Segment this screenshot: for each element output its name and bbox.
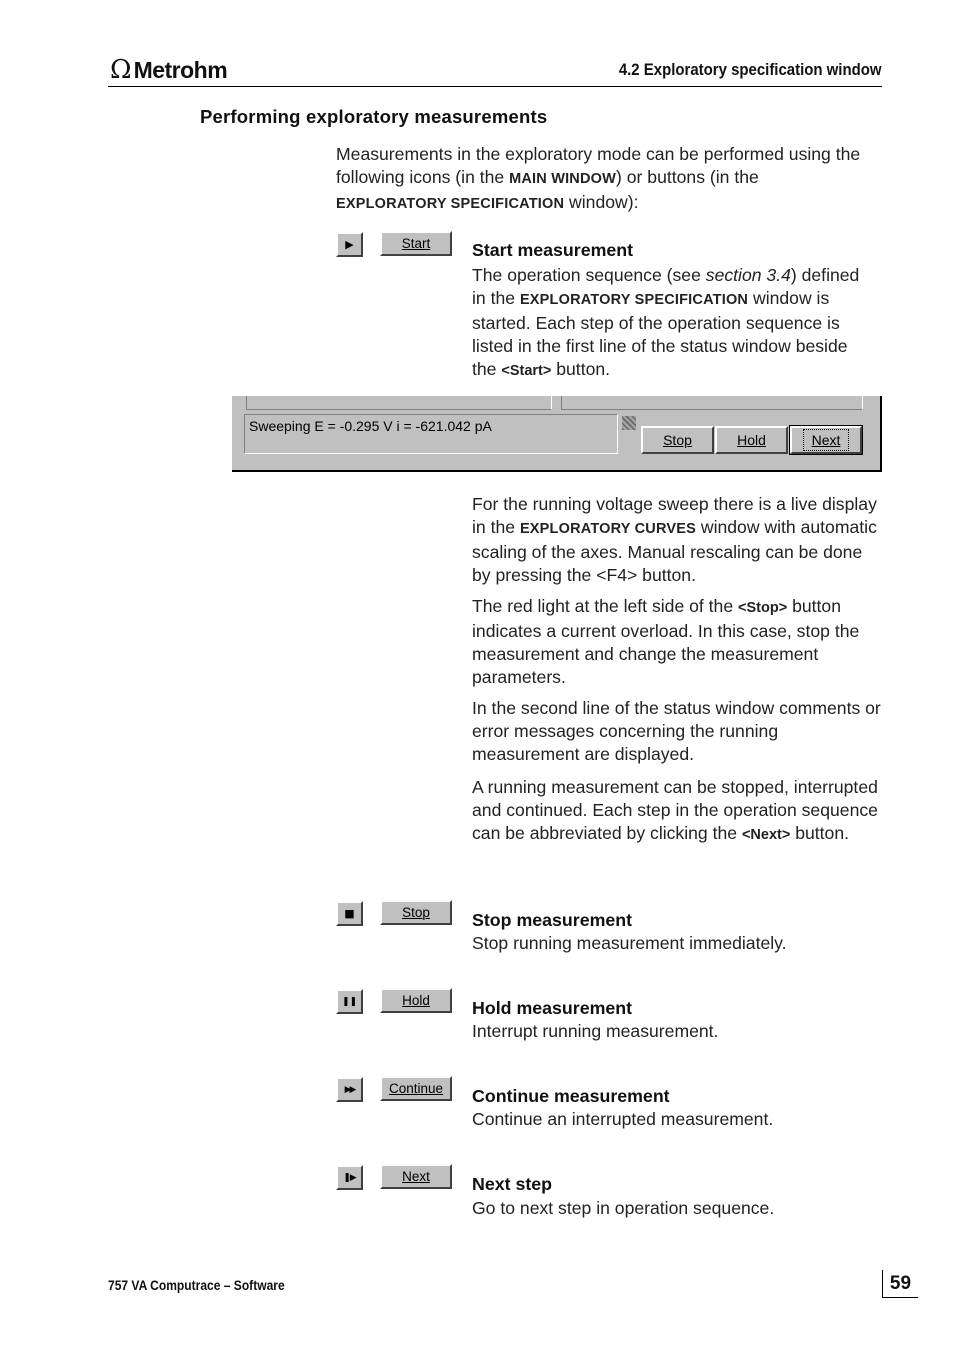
p4-text-b: button. [790,823,850,843]
status-window-screenshot [232,396,882,472]
header-rule [108,86,882,87]
intro-text-1: Measurements in the exploratory mode can be performed using the following icons (in the [336,144,861,187]
status-pane-top-left [246,396,552,410]
status-hold-button[interactable] [715,426,788,454]
status-stop-button[interactable] [641,426,714,454]
exploratory-spec-ref: EXPLORATORY SPECIFICATION [336,196,565,212]
paragraph-red-light [472,595,882,689]
footer-product-name: 757 VA Computrace – Software [108,1277,285,1293]
hold-measurement-title: Hold measurement [472,998,633,1018]
section-reference: section 3.4 [705,265,791,285]
stop-button[interactable] [380,900,452,925]
paragraph-running-measurement [472,776,882,847]
paragraph-live-display [472,493,882,587]
hold-button-label: Hold [402,993,430,1008]
next-step-title: Next step [472,1174,553,1194]
next-button[interactable] [380,1164,452,1189]
hold-measurement-desc: Interrupt running measurement. [472,1021,719,1041]
status-hold-label: Hold [737,432,766,448]
fast-forward-icon: ▶▶ [344,1084,355,1095]
p2-text-b: button indicates a current overload. In this case, stop the measurement and change the measurement parameters. [472,596,860,687]
start-button[interactable] [380,231,452,256]
next-icon-button[interactable] [336,1165,363,1190]
pause-icon: ❚❚ [341,996,358,1007]
status-next-label: Next [806,432,847,448]
running-header-title: 4.2 Exploratory specification window [619,60,882,79]
next-step-desc: Go to next step in operation sequence. [472,1198,775,1218]
hold-button[interactable] [380,988,452,1013]
next-button-label: Next [402,1169,430,1184]
start-button-label: Start [401,236,431,251]
page-number: 59 [882,1270,918,1298]
intro-text-2: ) or buttons (in the [616,167,759,187]
exploratory-curves-ref: EXPLORATORY CURVES [519,521,696,537]
omega-logo-icon: Ω [110,55,132,85]
continue-measurement-title: Continue measurement [472,1086,670,1106]
intro-text-3: window): [564,192,639,212]
stop-button-label: Stop [402,905,430,920]
exploratory-spec-ref-2: EXPLORATORY SPECIFICATION [519,292,749,308]
section-heading: Performing exploratory measurements [200,106,548,127]
hold-icon-button[interactable] [336,989,363,1014]
metrohm-logo [110,56,227,84]
start-desc-1: The operation sequence (see [472,265,706,285]
next-step-icon: ❚▶ [343,1172,356,1183]
p4-text-a: A running measurement can be stopped, interrupted and continued. Each step in the operation sequence can be abbreviated by clicking the [472,777,878,843]
overload-light-icon [622,416,636,430]
continue-button[interactable] [380,1076,452,1101]
p1-text-b: window with automatic scaling of the axes. Manual rescaling can be done by pressing the <F4> button. [472,517,877,585]
stop-measurement-desc: Stop running measurement immediately. [472,933,787,953]
paragraph-second-line: In the second line of the status window comments or error messages concerning the running measurement are displayed. [472,698,881,764]
continue-icon-button[interactable] [336,1077,363,1102]
start-measurement-desc [472,264,872,383]
logo-wordmark: Metrohm [133,56,228,83]
stop-measurement-title: Stop measurement [472,910,633,930]
main-window-ref: MAIN WINDOW [509,171,617,187]
status-next-button[interactable] [790,426,862,454]
start-desc-2: ) defined in the [472,265,860,308]
start-desc-3: window is started. Each step of the operation sequence is listed in the first line of the status window beside the [472,288,848,379]
status-pane-top-right [561,396,863,410]
next-tag: <Next> [741,827,791,843]
stop-icon: ■ [344,907,355,920]
stop-icon-button[interactable] [336,901,363,926]
p2-text-a: The red light at the left side of the [472,596,739,616]
p1-text-a: For the running voltage sweep there is a live display in the [472,494,877,537]
status-text-field: Sweeping E = -0.295 V i = -621.042 pA [244,414,618,454]
intro-paragraph [336,143,866,216]
continue-measurement-desc: Continue an interrupted measurement. [472,1109,774,1129]
status-stop-label: Stop [663,432,692,448]
stop-tag: <Stop> [738,600,788,616]
play-icon: ▶ [345,238,354,251]
start-tag: <Start> [501,363,552,379]
start-measurement-title: Start measurement [472,240,634,260]
start-icon-button[interactable] [336,232,363,257]
start-desc-4: button. [551,359,611,379]
continue-button-label: Continue [388,1081,444,1096]
